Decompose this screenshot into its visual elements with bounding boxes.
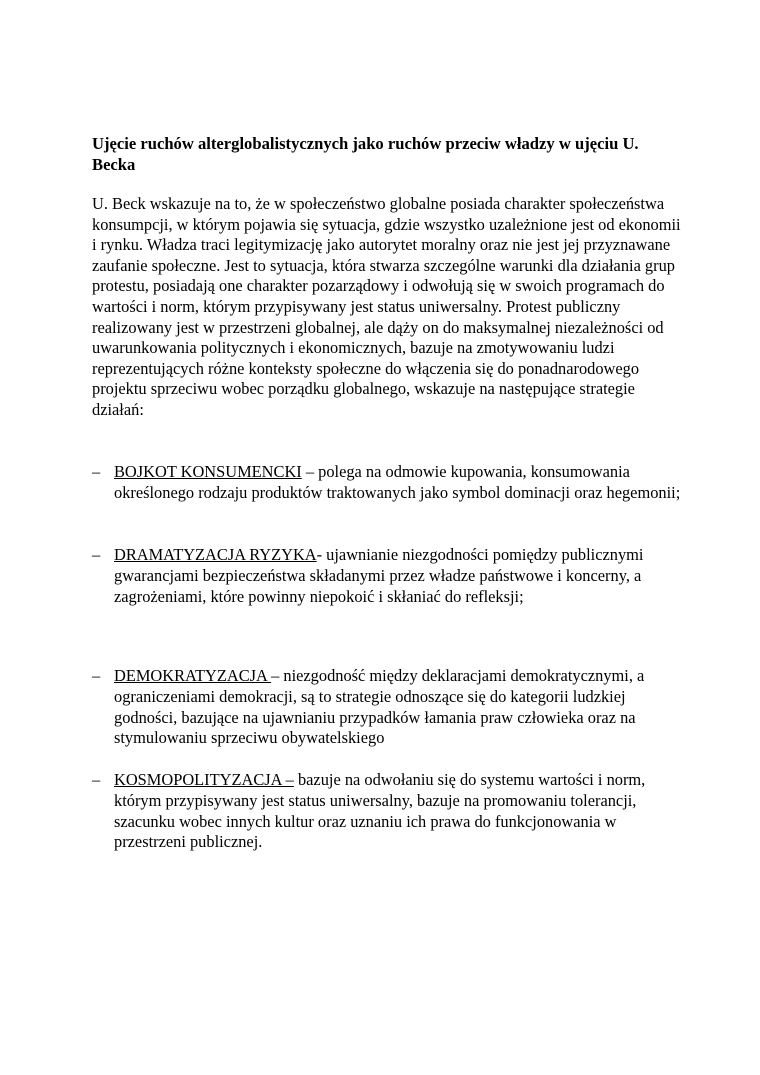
- strategy-description: bazuje na odwołaniu się do systemu wartości i norm, którym przypisywany jest status uniwersalny, bazuje na promowaniu tolerancji, szacunku wobec innych kultur oraz uznaniu ich prawa do funkcjonowania w przestrzeni publicznej.: [114, 770, 646, 852]
- strategy-text: [114, 462, 684, 504]
- bullet-dash: –: [92, 666, 101, 685]
- strategy-description: – niezgodność między deklaracjami demokratycznymi, a ograniczeniami demokracji, są to strategie odnoszące się do kategorii ludzkiej godności, bazujące na ujawnianiu przypadków łamania praw człowieka oraz na stymulowaniu sprzeciwu obywatelskiego: [114, 666, 645, 748]
- intro-paragraph: U. Beck wskazuje na to, że w społeczeństwo globalne posiada charakter społeczeństwa konsumpcji, w którym pojawia się sytuacja, gdzie wszystko uzależnione jest od ekonomii i rynku. Władza traci legitymizację jako autorytet moralny oraz nie jest jej przyznawane zaufanie społeczne. Jest to sytuacja, która stwarza szczególne warunki dla działania grup protestu, posiadają one charakter pozarządowy i odwołują się w swoich programach do wartości i norm, którym przypisywany jest status uniwersalny. Protest publiczny realizowany jest w przestrzeni globalnej, ale dąży on do maksymalnej niezależności od uwarunkowania politycznych i ekonomicznych, bazuje na zmotywowaniu ludzi reprezentujących różne konteksty społeczne do włączenia się do ponadnarodowego projektu sprzeciwu wobec porządku globalnego, wskazuje na następujące strategie działań:: [92, 194, 681, 419]
- document-title: Ujęcie ruchów alterglobalistycznych jako ruchów przeciw władzy w ujęciu U. Becka: [92, 134, 639, 174]
- strategy-term: BOJKOT KONSUMENCKI: [114, 462, 302, 481]
- strategy-term: KOSMOPOLITYZACJA –: [114, 770, 294, 789]
- strategy-text: [114, 770, 684, 853]
- bullet-dash: –: [92, 462, 101, 481]
- strategy-term: DRAMATYZACJA RYZYKA: [114, 545, 317, 564]
- bullet-dash: –: [92, 770, 101, 789]
- strategy-text: [114, 666, 684, 749]
- strategy-description: - ujawnianie niezgodności pomiędzy publicznymi gwarancjami bezpieczeństwa składanymi przez władze państwowe i koncerny, a zagrożeniami, które powinny niepokoić i skłaniać do refleksji;: [114, 545, 644, 606]
- strategy-term: DEMOKRATYZACJA: [114, 666, 272, 685]
- strategy-text: [114, 545, 684, 607]
- strategy-description: – polega na odmowie kupowania, konsumowania określonego rodzaju produktów traktowanych jako symbol dominacji oraz hegemonii;: [114, 462, 681, 502]
- bullet-dash: –: [92, 545, 101, 564]
